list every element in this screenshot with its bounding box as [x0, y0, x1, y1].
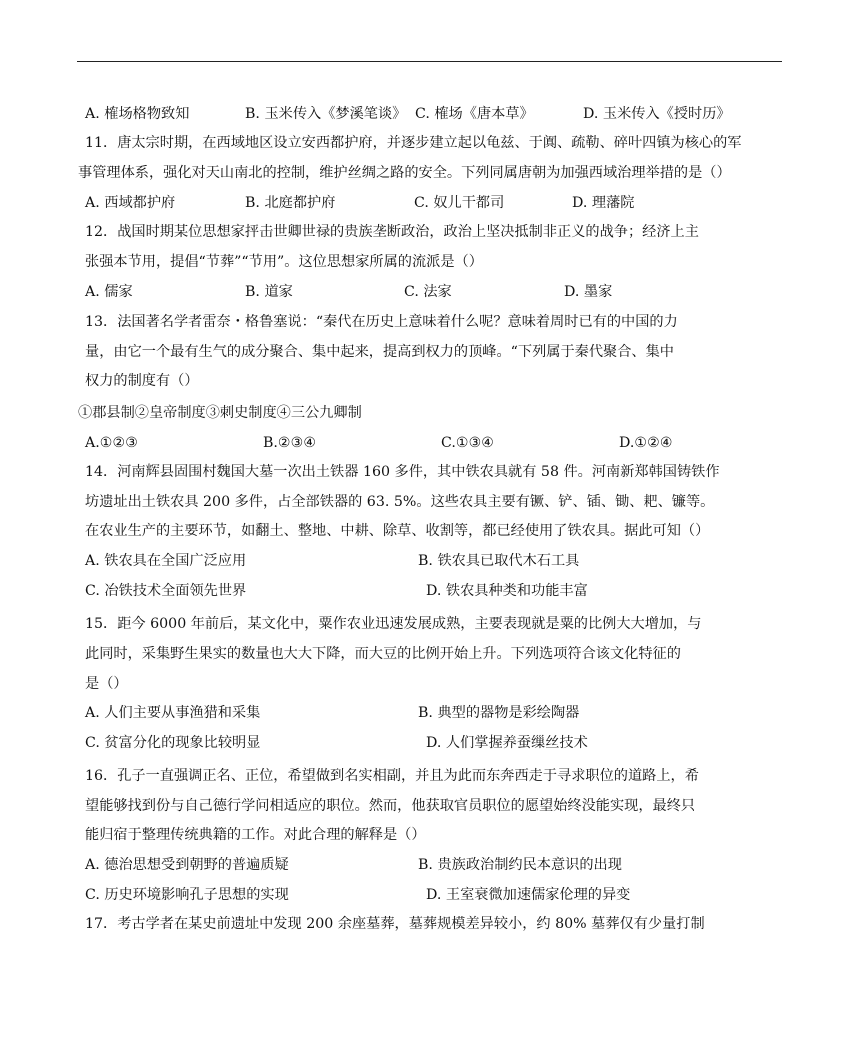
option-b: B.②③④: [263, 435, 317, 451]
question-text-line: 是（）: [85, 676, 128, 692]
question-text-line: 此同时，采集野生果实的数量也大大下降，而大豆的比例开始上升。下列选项符合该文化特征的: [85, 646, 681, 662]
question-text-line: 望能够找到份与自己德行学问相适应的职位。然而，他获取官员职位的愿望始终没能实现，最终只: [85, 798, 696, 814]
question-text-line: 权力的制度有（）: [85, 373, 199, 389]
option-c: C. 冶铁技术全面领先世界: [85, 583, 247, 599]
option-d: D. 人们掌握养蚕缫丝技术: [426, 735, 588, 751]
option-d: D. 墨家: [564, 284, 613, 300]
question-text-line: 11．唐太宗时期，在西域地区设立安西都护府，并逐步建立起以龟兹、于阗、疏勒、碎叶四镇为核心的军: [85, 135, 742, 151]
option-a: A. 铁农具在全国广泛应用: [85, 553, 247, 569]
question-text-line: 在农业生产的主要环节，如翻土、整地、中耕、除草、收割等，都已经使用了铁农具。据此可知（）: [85, 523, 710, 539]
option-c: C. 贫富分化的现象比较明显: [85, 735, 261, 751]
option-c: C. 历史环境影响孔子思想的实现: [85, 887, 289, 903]
option-a: A. 人们主要从事渔猎和采集: [85, 705, 261, 721]
question-text-line: 事管理体系，强化对天山南北的控制，维护丝绸之路的安全。下列同属唐朝为加强西域治理举措的是（）: [78, 165, 731, 181]
option-c: C. 法家: [404, 284, 452, 300]
option-a: A. 儒家: [85, 284, 133, 300]
question-text-line: 坊遗址出土铁农具 200 多件，占全部铁器的 63. 5%。这些农具主要有镢、铲、锸、锄、耙、镰等。: [85, 494, 715, 510]
option-d: D.①②④: [619, 435, 673, 451]
option-c: C. 奴儿干都司: [414, 195, 505, 211]
question-text-line: 12．战国时期某位思想家抨击世卿世禄的贵族垄断政治，政治上坚决抵制非正义的战争；经济上主: [85, 224, 699, 240]
option-c: C. 榷场《唐本草》: [415, 106, 534, 122]
option-b: B. 铁农具已取代木石工具: [418, 553, 580, 569]
option-d: D. 玉米传入《授时历》: [583, 106, 731, 122]
option-c: C.①③④: [441, 435, 495, 451]
question-text-line: 16．孔子一直强调正名、正位，希望做到名实相副，并且为此而东奔西走于寻求职位的道路上，希: [85, 768, 699, 784]
question-text-line: 张强本节用，提倡“节葬”“节用”。这位思想家所属的流派是（）: [85, 254, 483, 270]
option-d: D. 王室衰微加速儒家伦理的异变: [426, 887, 631, 903]
option-b: B. 典型的器物是彩绘陶器: [418, 705, 580, 721]
option-a: A.①②③: [85, 435, 138, 451]
question-text-line: 量，由它一个最有生气的成分聚合、集中起来，提高到权力的顶峰。“下列属于秦代聚合、集中: [85, 344, 674, 360]
option-b: B. 道家: [245, 284, 293, 300]
question-text-line: 17．考古学者在某史前遗址中发现 200 余座墓葬，墓葬规模差异较小，约 80% 墓葬仅有少量打制: [85, 916, 705, 932]
question-text-line: 14．河南辉县固围村魏国大墓一次出土铁器 160 多件，其中铁农具就有 58 件。河南新郑韩国铸铁作: [85, 464, 720, 480]
option-b: B. 北庭都护府: [245, 195, 336, 211]
option-a: A. 榷场格物致知: [85, 106, 190, 122]
question-text-line: 13．法国著名学者雷奈・格鲁塞说：“秦代在历史上意味着什么呢？意味着周时已有的中国的力: [85, 314, 678, 330]
question-text-line: 能归宿于整理传统典籍的工作。对此合理的解释是（）: [85, 827, 426, 843]
option-d: D. 理藩院: [572, 195, 635, 211]
question-text-line: 15．距今 6000 年前后，某文化中，粟作农业迅速发展成熟，主要表现就是粟的比例大大增加，与: [85, 616, 702, 632]
option-d: D. 铁农具种类和功能丰富: [426, 583, 588, 599]
option-b: B. 贵族政治制约民本意识的出现: [418, 857, 622, 873]
option-a: A. 德治思想受到朝野的普遍质疑: [85, 857, 289, 873]
header-rule: [77, 61, 782, 62]
option-b: B. 玉米传入《梦溪笔谈》: [245, 106, 407, 122]
option-a: A. 西域都护府: [85, 195, 176, 211]
statement-list: ①郡县制②皇帝制度③刺史制度④三公九卿制: [78, 405, 362, 421]
